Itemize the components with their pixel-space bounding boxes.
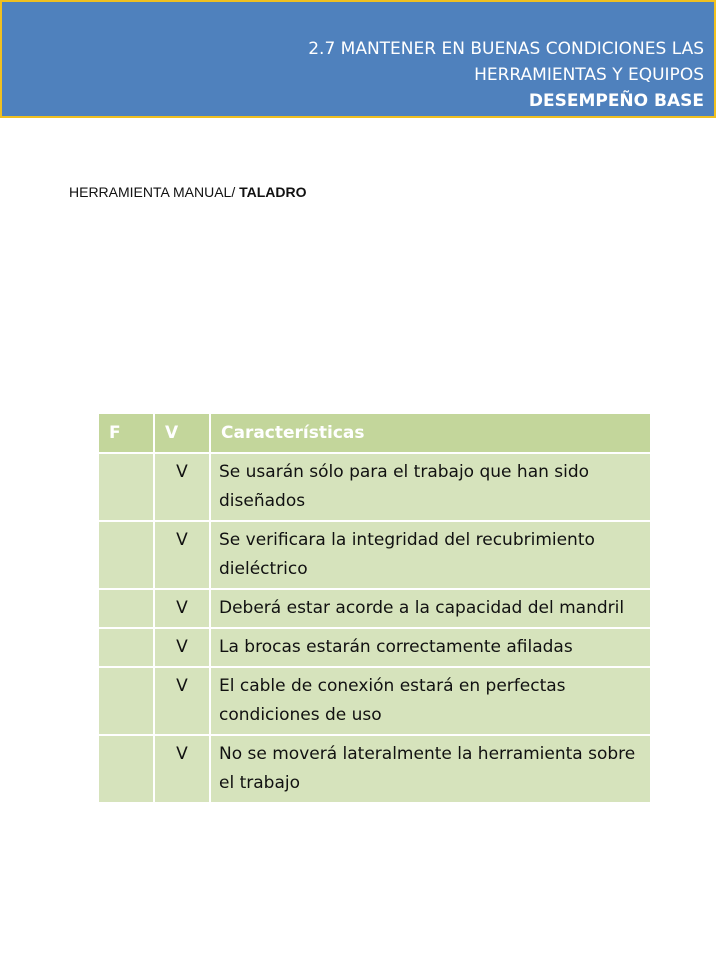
table-row — [98, 667, 651, 735]
cell-v: V — [154, 589, 210, 628]
cell-v: V — [154, 628, 210, 667]
title-line-2: HERRAMIENTAS Y EQUIPOS — [474, 65, 704, 85]
cell-f — [98, 735, 154, 803]
cell-v: V — [154, 453, 210, 521]
title-subtitle: DESEMPEÑO BASE — [528, 91, 704, 111]
header-v: V — [154, 413, 210, 453]
header-f: F — [98, 413, 154, 453]
section-prefix: HERRAMIENTA MANUAL/ — [69, 184, 240, 200]
title-line-1: 2.7 MANTENER EN BUENAS CONDICIONES LAS — [308, 39, 704, 59]
cell-text: Deberá estar acorde a la capacidad del mandril — [210, 589, 651, 628]
cell-text: No se moverá lateralmente la herramienta sobre el trabajo — [210, 735, 651, 803]
section-heading — [69, 184, 307, 200]
cell-text: La brocas estarán correctamente afiladas — [210, 628, 651, 667]
cell-text: Se usarán sólo para el trabajo que han sido diseñados — [210, 453, 651, 521]
table-row — [98, 628, 651, 667]
title-banner — [0, 0, 716, 118]
section-tool: TALADRO — [239, 184, 307, 200]
checklist-table — [97, 412, 652, 804]
cell-f — [98, 453, 154, 521]
table-header-row — [98, 413, 651, 453]
cell-f — [98, 667, 154, 735]
cell-v: V — [154, 521, 210, 589]
cell-f — [98, 589, 154, 628]
table-row — [98, 589, 651, 628]
cell-text: Se verificara la integridad del recubrimiento dieléctrico — [210, 521, 651, 589]
table-row — [98, 453, 651, 521]
table-row — [98, 735, 651, 803]
cell-f — [98, 628, 154, 667]
cell-v: V — [154, 667, 210, 735]
cell-v: V — [154, 735, 210, 803]
cell-f — [98, 521, 154, 589]
cell-text: El cable de conexión estará en perfectas condiciones de uso — [210, 667, 651, 735]
table-row — [98, 521, 651, 589]
header-caracteristicas: Características — [210, 413, 651, 453]
